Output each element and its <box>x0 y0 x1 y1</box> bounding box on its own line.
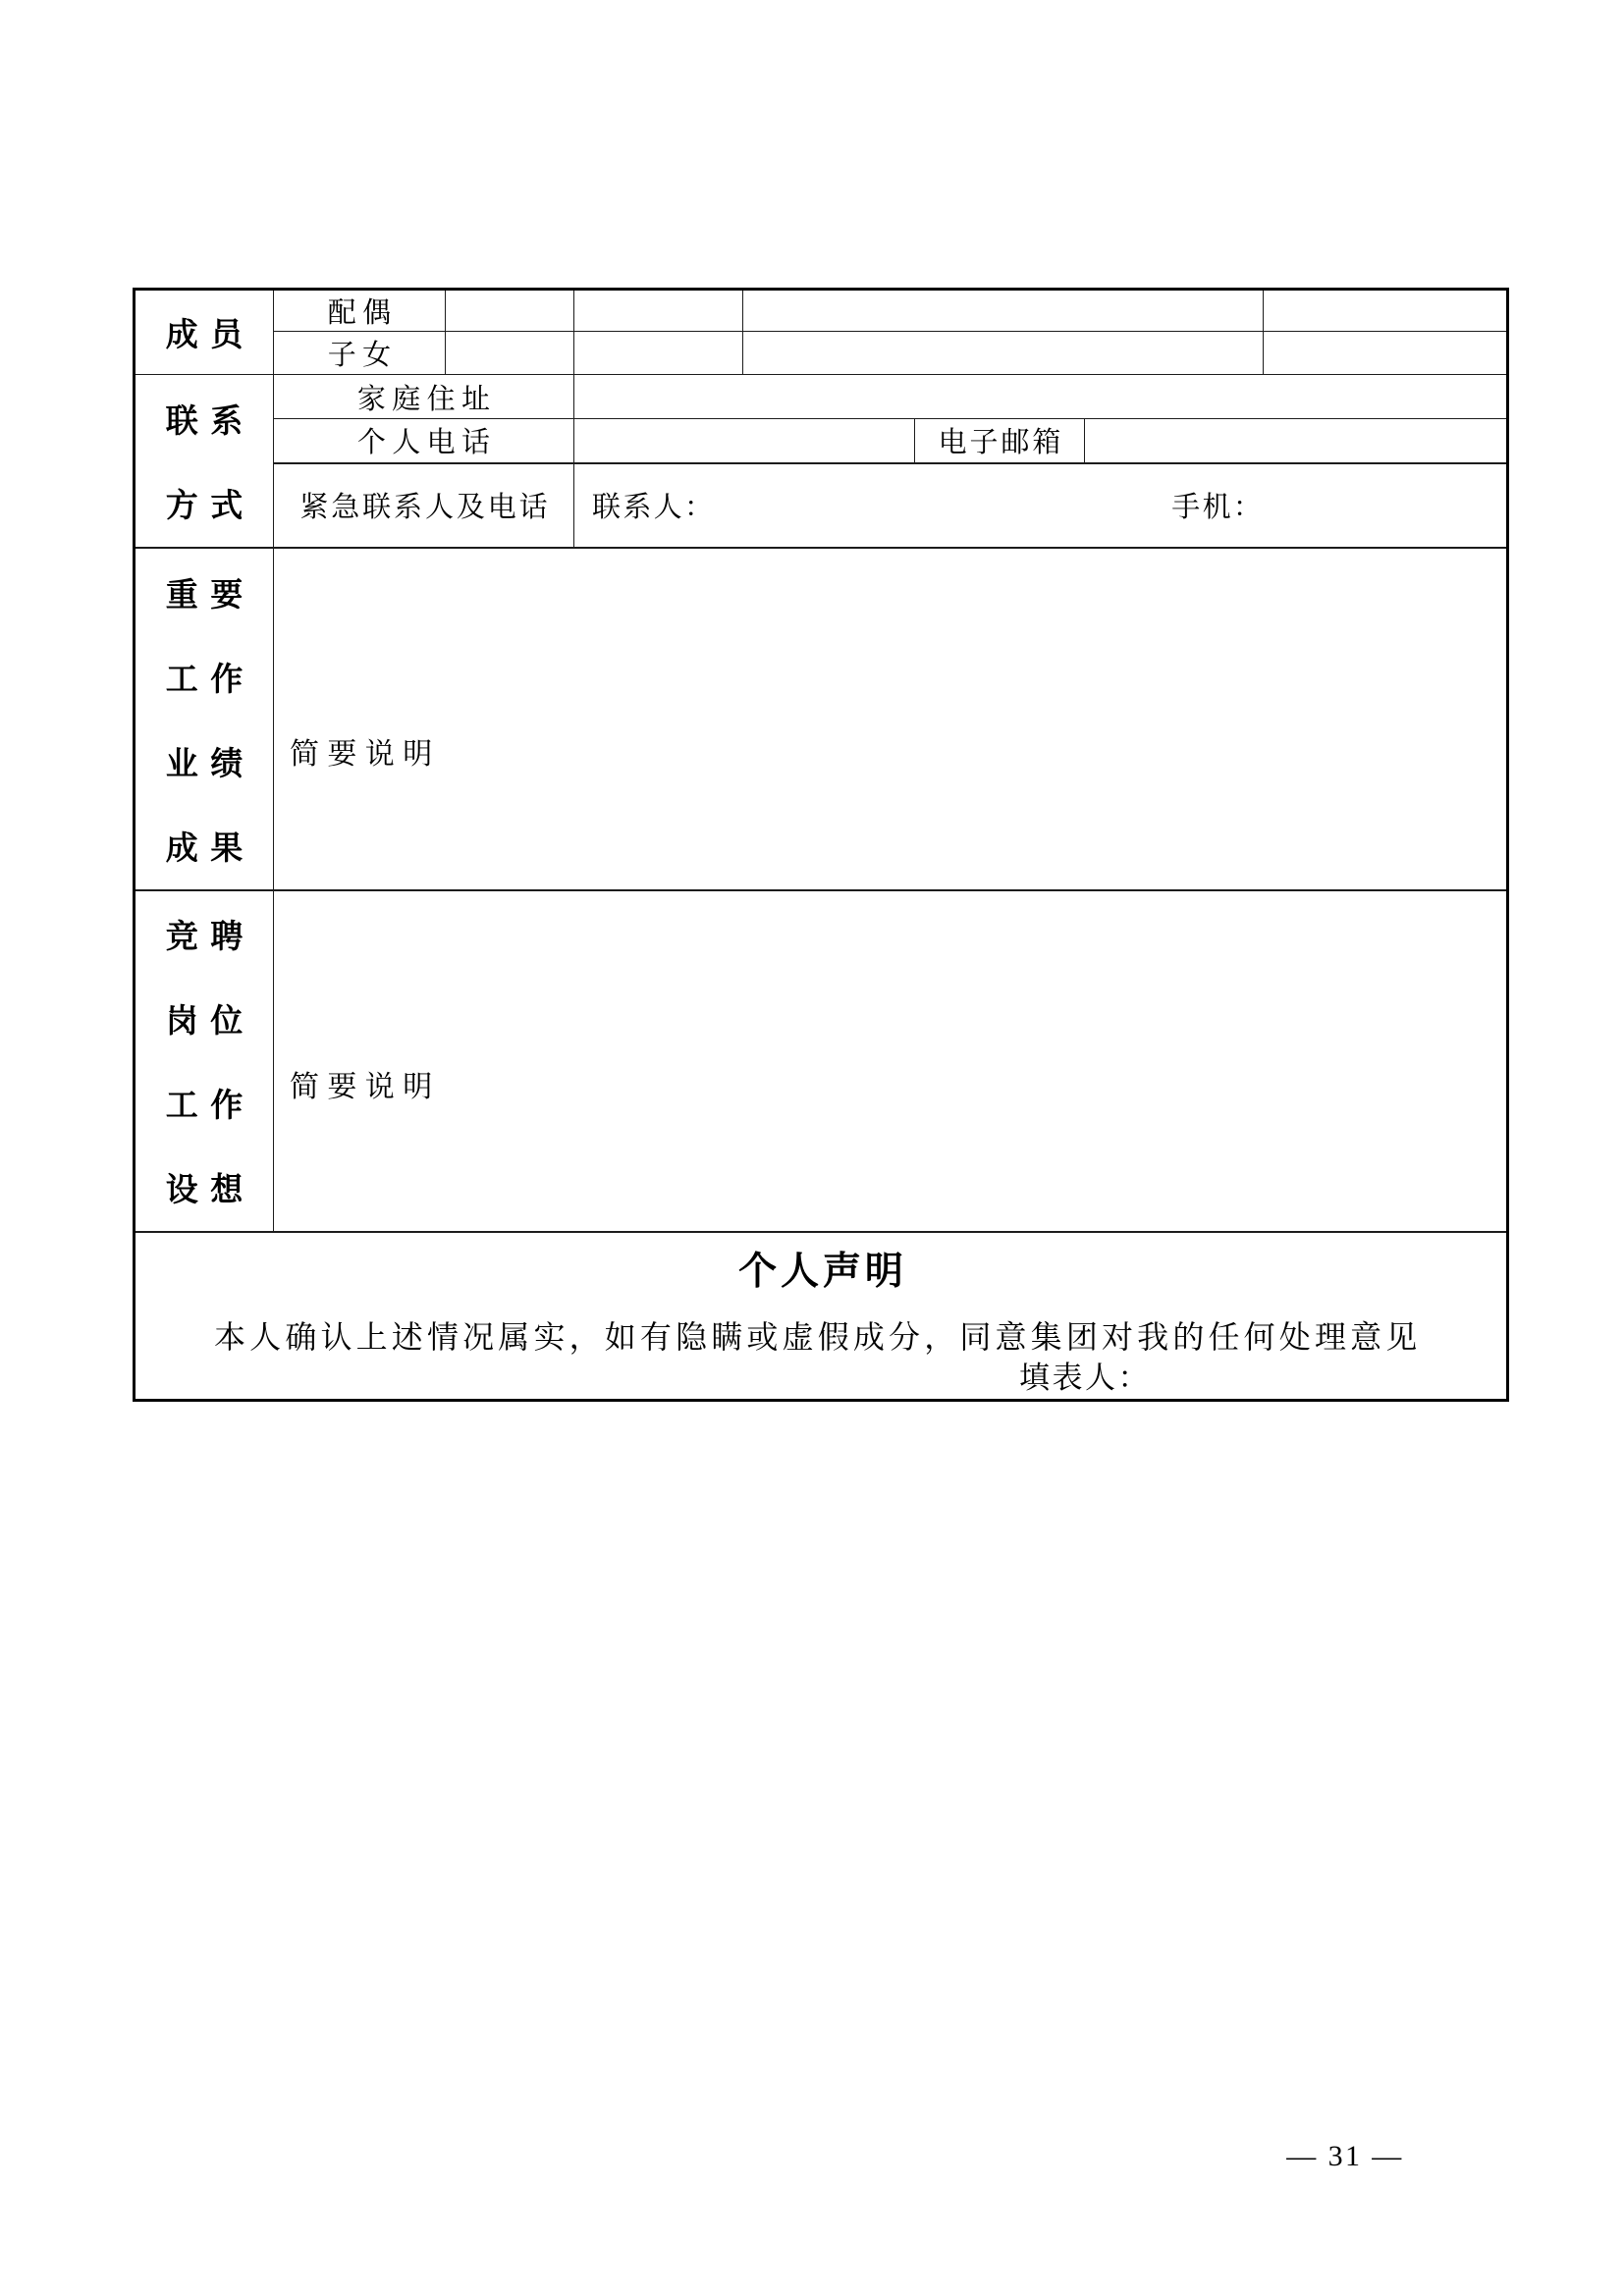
emergency-value-content <box>574 485 1506 525</box>
emergency-contact-row <box>135 463 1508 548</box>
achievements-label-line-2: 工作 <box>165 662 255 698</box>
job-plan-label-line-3: 工作 <box>165 1089 255 1124</box>
spouse-label: 配偶 <box>327 297 398 329</box>
personal-phone-value-cell <box>574 419 915 463</box>
contact-label-line-1: 联系 <box>165 403 255 440</box>
spouse-row <box>135 290 1508 332</box>
home-address-row <box>135 375 1508 419</box>
achievements-row <box>135 548 1508 890</box>
application-form-table <box>133 288 1509 1402</box>
job-plan-label <box>135 892 273 1230</box>
spouse-field-cell-4 <box>1264 290 1508 332</box>
children-field-cell-2 <box>574 332 743 375</box>
email-label-cell <box>915 419 1085 463</box>
emergency-value-cell <box>574 463 1508 548</box>
home-address-value-cell <box>574 375 1508 419</box>
home-address-label: 家庭住址 <box>356 383 497 415</box>
emergency-person-label: 联系人： <box>592 492 716 523</box>
declaration-body: 本人确认上述情况属实，如有隐瞒或虚假成分，同意集团对我的任何处理意见 <box>214 1319 1422 1356</box>
phone-email-row <box>135 419 1508 463</box>
achievements-hint: 简要说明 <box>290 738 441 771</box>
children-row <box>135 332 1508 375</box>
member-section-label-cell <box>135 290 274 375</box>
emergency-mobile-label: 手机： <box>1171 492 1265 523</box>
achievements-label-line-3: 业绩 <box>165 746 255 782</box>
job-plan-label-line-1: 竞聘 <box>165 920 255 955</box>
spouse-label-cell <box>274 290 446 332</box>
personal-phone-label-cell <box>274 419 574 463</box>
email-value-cell <box>1085 419 1508 463</box>
declaration-cell <box>135 1232 1508 1401</box>
personal-phone-label: 个人电话 <box>356 427 497 459</box>
email-label: 电子邮箱 <box>938 427 1064 459</box>
children-field-cell-3 <box>743 332 1264 375</box>
job-plan-label-line-2: 岗位 <box>165 1004 255 1040</box>
children-field-cell-1 <box>446 332 574 375</box>
achievements-label-line-1: 重要 <box>165 577 255 614</box>
achievements-label <box>135 550 273 887</box>
achievements-label-cell <box>135 548 274 890</box>
declaration-title: 个人声明 <box>738 1251 907 1294</box>
contact-label-line-2: 方式 <box>165 488 255 524</box>
children-label-cell <box>274 332 446 375</box>
spouse-field-cell-3 <box>743 290 1264 332</box>
emergency-label: 紧急联系人及电话 <box>299 492 551 523</box>
job-plan-hint: 简要说明 <box>290 1070 441 1103</box>
achievements-content-cell <box>274 548 1508 890</box>
job-plan-content-cell <box>274 890 1508 1232</box>
spouse-field-cell-2 <box>574 290 743 332</box>
achievements-label-line-4: 成果 <box>165 830 255 867</box>
job-plan-label-cell <box>135 890 274 1232</box>
children-field-cell-4 <box>1264 332 1508 375</box>
emergency-label-cell <box>274 463 574 548</box>
home-address-label-cell <box>274 375 574 419</box>
contact-section-label-cell <box>135 375 274 548</box>
spouse-field-cell-1 <box>446 290 574 332</box>
job-plan-row <box>135 890 1508 1232</box>
children-label: 子女 <box>327 340 398 371</box>
page-number: — 31 — <box>1286 2140 1404 2172</box>
member-section-label: 成员 <box>165 318 255 353</box>
job-plan-label-line-4: 设想 <box>165 1173 255 1208</box>
declaration-row <box>135 1232 1508 1401</box>
declaration-signer-label: 填表人： <box>1019 1361 1151 1396</box>
contact-section-label <box>135 376 273 545</box>
